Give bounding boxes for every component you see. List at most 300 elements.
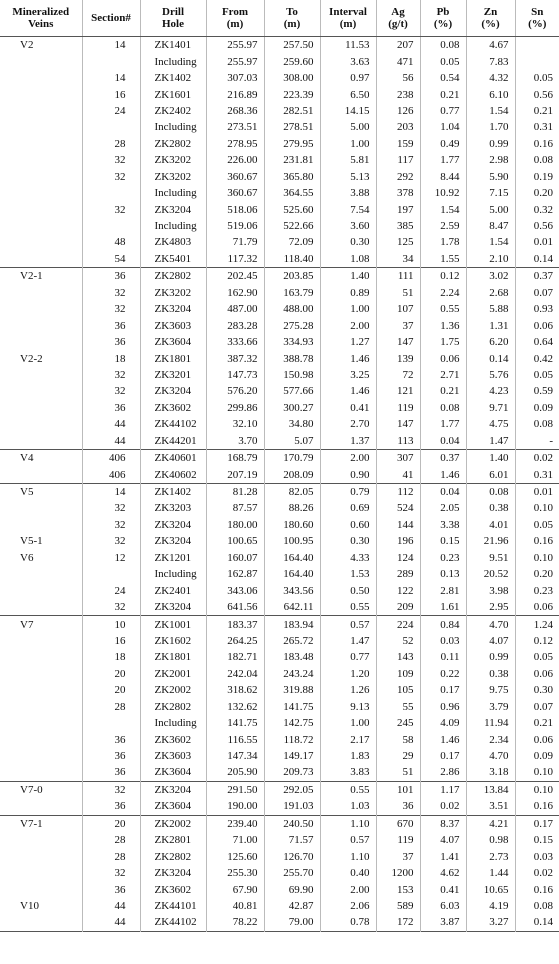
- cell-to: 88.26: [264, 500, 320, 516]
- cell-sn: 0.06: [533, 733, 553, 746]
- cell-sn: 0.14: [533, 916, 553, 929]
- cell-from: 87.57: [206, 500, 264, 516]
- cell-to: 34.80: [264, 416, 320, 432]
- cell-from: 180.00: [206, 517, 264, 533]
- cell-vein: [0, 70, 82, 86]
- cell-from: 307.03: [206, 70, 264, 86]
- cell-interval: 0.41: [320, 400, 376, 416]
- cell-ag: 203: [376, 119, 420, 135]
- cell-from: 162.90: [206, 285, 264, 301]
- cell-ag: 159: [376, 136, 420, 152]
- cell-ag: 72: [376, 367, 420, 383]
- table-row: [0, 533, 559, 549]
- cell-zn: 0.98: [466, 832, 515, 848]
- cell-sn: 0.20: [533, 568, 553, 581]
- cell-to: 343.56: [264, 582, 320, 598]
- cell-section: 32: [82, 500, 140, 516]
- cell-vein: [0, 517, 82, 533]
- cell-interval: 5.00: [320, 119, 376, 135]
- cell-sn: 0.05: [533, 651, 553, 664]
- cell-from: 202.45: [206, 268, 264, 285]
- table-row: [0, 301, 559, 317]
- cell-from: 67.90: [206, 881, 264, 897]
- cell-sn: 0.08: [533, 418, 553, 431]
- cell-zn: 5.90: [466, 169, 515, 185]
- cell-pb: 0.96: [420, 699, 466, 715]
- cell-section: 32: [82, 169, 140, 185]
- cell-ag: 101: [376, 781, 420, 798]
- cell-pb: 1.78: [420, 234, 466, 250]
- header-row: [0, 0, 559, 37]
- cell-section: 32: [82, 367, 140, 383]
- cell-to: 118.72: [264, 731, 320, 747]
- cell-section: 36: [82, 268, 140, 285]
- cell-from: 255.30: [206, 865, 264, 881]
- cell-interval: 3.88: [320, 185, 376, 201]
- cell-section: 20: [82, 666, 140, 682]
- cell-to: 150.98: [264, 367, 320, 383]
- header-veins-line: Veins: [28, 18, 54, 30]
- cell-sn: [515, 37, 559, 54]
- cell-zn: 0.38: [466, 666, 515, 682]
- table-row: [0, 400, 559, 416]
- cell-from: 71.79: [206, 234, 264, 250]
- cell-to: 69.90: [264, 881, 320, 897]
- cell-to: 308.00: [264, 70, 320, 86]
- table-row: [0, 599, 559, 616]
- cell-zn: 1.70: [466, 119, 515, 135]
- cell-pb: 1.77: [420, 416, 466, 432]
- cell-drill-hole: ZK2802: [140, 136, 206, 152]
- cell-vein: [0, 416, 82, 432]
- cell-to: 279.95: [264, 136, 320, 152]
- cell-vein: [0, 185, 82, 201]
- cell-to: 149.17: [264, 748, 320, 764]
- cell-pb: 0.23: [420, 550, 466, 566]
- cell-interval: 1.00: [320, 301, 376, 317]
- cell-zn: 5.88: [466, 301, 515, 317]
- cell-to: 142.75: [264, 715, 320, 731]
- cell-section: 18: [82, 350, 140, 366]
- cell-vein: [0, 865, 82, 881]
- cell-to: 164.40: [264, 566, 320, 582]
- cell-section: 24: [82, 103, 140, 119]
- cell-sn: 0.03: [533, 850, 553, 863]
- cell-drill-hole: ZK3604: [140, 798, 206, 815]
- cell-interval: 1.37: [320, 433, 376, 450]
- cell-from: 207.19: [206, 466, 264, 483]
- cell-vein: [0, 152, 82, 168]
- table-row: [0, 832, 559, 848]
- table-row: [0, 815, 559, 832]
- cell-sn: 0.05: [533, 368, 553, 381]
- table-row: [0, 449, 559, 466]
- cell-ag: 58: [376, 731, 420, 747]
- cell-zn: 6.10: [466, 86, 515, 102]
- cell-drill-hole: ZK1601: [140, 86, 206, 102]
- cell-zn: 2.98: [466, 152, 515, 168]
- cell-ag: 209: [376, 599, 420, 616]
- cell-interval: 0.40: [320, 865, 376, 881]
- cell-vein: V2-2: [0, 350, 82, 366]
- cell-from: 268.36: [206, 103, 264, 119]
- cell-ag: 119: [376, 400, 420, 416]
- cell-zn: 3.79: [466, 699, 515, 715]
- cell-vein: [0, 731, 82, 747]
- header-to-line: To: [286, 6, 298, 18]
- cell-interval: 1.27: [320, 334, 376, 350]
- cell-section: 28: [82, 832, 140, 848]
- cell-section: 36: [82, 748, 140, 764]
- cell-sn: 0.16: [533, 535, 553, 548]
- cell-drill-hole: ZK44101: [140, 898, 206, 914]
- cell-sn: 0.09: [533, 401, 553, 414]
- cell-zn: 9.51: [466, 550, 515, 566]
- cell-pb: 0.04: [420, 483, 466, 500]
- cell-section: [82, 53, 140, 69]
- cell-ag: 36: [376, 798, 420, 815]
- cell-vein: [0, 86, 82, 102]
- cell-sn: 0.05: [533, 72, 553, 85]
- cell-drill-hole: Including: [140, 566, 206, 582]
- header-zn-line: (%): [481, 18, 500, 30]
- cell-from: 283.28: [206, 317, 264, 333]
- cell-drill-hole: Including: [140, 119, 206, 135]
- cell-vein: [0, 400, 82, 416]
- cell-pb: 0.04: [420, 433, 466, 450]
- table-row: [0, 37, 559, 54]
- cell-zn: 11.94: [466, 715, 515, 731]
- header-from-line: (m): [226, 18, 244, 30]
- cell-vein: V7: [0, 616, 82, 633]
- cell-to: 278.51: [264, 119, 320, 135]
- cell-section: [82, 566, 140, 582]
- cell-zn: 20.52: [466, 566, 515, 582]
- table-row: [0, 633, 559, 649]
- cell-sn: 0.01: [515, 483, 559, 500]
- cell-to: 231.81: [264, 152, 320, 168]
- cell-zn: 6.01: [466, 466, 515, 483]
- cell-vein: [0, 798, 82, 815]
- cell-from: 81.28: [206, 483, 264, 500]
- cell-from: 387.32: [206, 350, 264, 366]
- table-row: [0, 566, 559, 582]
- cell-to: 319.88: [264, 682, 320, 698]
- cell-section: 32: [82, 517, 140, 533]
- cell-ag: 41: [376, 466, 420, 483]
- cell-drill-hole: ZK3202: [140, 169, 206, 185]
- cell-interval: 2.00: [320, 317, 376, 333]
- cell-drill-hole: ZK5401: [140, 251, 206, 268]
- cell-to: 525.60: [264, 201, 320, 217]
- cell-sn: 0.07: [533, 286, 553, 299]
- cell-to: 126.70: [264, 848, 320, 864]
- cell-sn: 0.06: [533, 319, 553, 332]
- cell-ag: 109: [376, 666, 420, 682]
- cell-section: 406: [82, 466, 140, 483]
- cell-section: 32: [82, 285, 140, 301]
- cell-interval: 0.55: [320, 599, 376, 616]
- cell-drill-hole: ZK3204: [140, 781, 206, 798]
- cell-to: 191.03: [264, 798, 320, 815]
- cell-from: 519.06: [206, 218, 264, 234]
- cell-ag: 52: [376, 633, 420, 649]
- cell-pb: 1.36: [420, 317, 466, 333]
- cell-interval: 6.50: [320, 86, 376, 102]
- cell-interval: 0.89: [320, 285, 376, 301]
- cell-interval: 1.10: [320, 848, 376, 864]
- cell-ag: 378: [376, 185, 420, 201]
- cell-interval: 1.26: [320, 682, 376, 698]
- cell-ag: 196: [376, 533, 420, 549]
- cell-to: 257.50: [264, 37, 320, 54]
- table-row: [0, 218, 559, 234]
- cell-vein: V10: [0, 898, 82, 914]
- cell-sn: 0.21: [533, 717, 553, 730]
- cell-interval: 9.13: [320, 699, 376, 715]
- cell-vein: V7-1: [0, 815, 82, 832]
- cell-to: 364.55: [264, 185, 320, 201]
- cell-section: 28: [82, 699, 140, 715]
- cell-section: 32: [82, 599, 140, 616]
- cell-drill-hole: ZK3204: [140, 599, 206, 616]
- cell-zn: 0.99: [466, 136, 515, 152]
- table-row: [0, 517, 559, 533]
- cell-zn: 1.54: [466, 234, 515, 250]
- cell-drill-hole: ZK1801: [140, 350, 206, 366]
- cell-from: 182.71: [206, 649, 264, 665]
- cell-section: [82, 715, 140, 731]
- header-to-line: (m): [283, 18, 301, 30]
- cell-pb: 0.15: [420, 533, 466, 549]
- cell-drill-hole: ZK2801: [140, 832, 206, 848]
- cell-zn: 4.23: [466, 383, 515, 399]
- cell-zn: 5.00: [466, 201, 515, 217]
- cell-from: 160.07: [206, 550, 264, 566]
- cell-interval: 0.78: [320, 914, 376, 931]
- cell-vein: V7-0: [0, 781, 82, 798]
- cell-drill-hole: ZK1602: [140, 633, 206, 649]
- cell-vein: V4: [0, 449, 82, 466]
- cell-sn: -: [549, 434, 553, 447]
- table-row: [0, 201, 559, 217]
- cell-from: 183.37: [206, 616, 264, 633]
- cell-drill-hole: ZK3603: [140, 748, 206, 764]
- cell-interval: 1.10: [320, 815, 376, 832]
- cell-drill-hole: ZK44201: [140, 433, 206, 450]
- cell-from: 360.67: [206, 169, 264, 185]
- cell-interval: 0.90: [320, 466, 376, 483]
- cell-from: 168.79: [206, 449, 264, 466]
- cell-ag: 292: [376, 169, 420, 185]
- cell-drill-hole: ZK3202: [140, 152, 206, 168]
- cell-pb: 0.03: [420, 633, 466, 649]
- cell-sn: 1.24: [515, 616, 559, 633]
- table-row: [0, 86, 559, 102]
- cell-zn: 2.10: [466, 251, 515, 268]
- cell-to: 209.73: [264, 764, 320, 781]
- cell-ag: 153: [376, 881, 420, 897]
- cell-drill-hole: ZK3201: [140, 367, 206, 383]
- cell-vein: [0, 649, 82, 665]
- cell-section: 44: [82, 898, 140, 914]
- table-row: [0, 798, 559, 815]
- cell-interval: 3.60: [320, 218, 376, 234]
- cell-sn: [515, 53, 559, 69]
- cell-from: 239.40: [206, 815, 264, 832]
- cell-from: 299.86: [206, 400, 264, 416]
- cell-pb: 0.84: [420, 616, 466, 633]
- cell-vein: [0, 748, 82, 764]
- cell-zn: 0.08: [466, 483, 515, 500]
- cell-ag: 37: [376, 317, 420, 333]
- header-veins-line: Mineralized: [12, 6, 70, 18]
- table-row: [0, 169, 559, 185]
- table-body: [0, 37, 559, 932]
- cell-drill-hole: ZK3204: [140, 201, 206, 217]
- header-from-line: From: [221, 6, 249, 18]
- cell-ag: 56: [376, 70, 420, 86]
- cell-drill-hole: ZK44102: [140, 416, 206, 432]
- cell-zn: 4.01: [466, 517, 515, 533]
- cell-drill-hole: ZK3204: [140, 383, 206, 399]
- cell-pb: 4.07: [420, 832, 466, 848]
- cell-pb: 0.17: [420, 748, 466, 764]
- cell-from: 132.62: [206, 699, 264, 715]
- cell-interval: 14.15: [320, 103, 376, 119]
- header-zn: [466, 0, 515, 37]
- cell-drill-hole: ZK2402: [140, 103, 206, 119]
- table-row: [0, 898, 559, 914]
- table-row: [0, 748, 559, 764]
- cell-interval: 1.47: [320, 633, 376, 649]
- cell-sn: 0.64: [533, 336, 553, 349]
- cell-to: 282.51: [264, 103, 320, 119]
- cell-sn: 0.56: [533, 88, 553, 101]
- cell-from: 518.06: [206, 201, 264, 217]
- header-section-line: Section#: [91, 12, 131, 24]
- cell-zn: 6.20: [466, 334, 515, 350]
- cell-interval: 5.81: [320, 152, 376, 168]
- cell-sn: 0.08: [533, 899, 553, 912]
- cell-drill-hole: ZK1402: [140, 483, 206, 500]
- cell-zn: 1.47: [466, 433, 515, 450]
- cell-zn: 2.34: [466, 731, 515, 747]
- cell-to: 5.07: [264, 433, 320, 450]
- cell-from: 32.10: [206, 416, 264, 432]
- cell-from: 242.04: [206, 666, 264, 682]
- cell-to: 223.39: [264, 86, 320, 102]
- cell-to: 275.28: [264, 317, 320, 333]
- cell-ag: 29: [376, 748, 420, 764]
- header-drill-hole-line: Hole: [162, 18, 184, 30]
- table-row: [0, 715, 559, 731]
- cell-ag: 34: [376, 251, 420, 268]
- cell-drill-hole: ZK40602: [140, 466, 206, 483]
- cell-sn: 0.15: [533, 834, 553, 847]
- cell-ag: 143: [376, 649, 420, 665]
- cell-vein: [0, 301, 82, 317]
- cell-pb: 1.17: [420, 781, 466, 798]
- cell-vein: [0, 234, 82, 250]
- cell-zn: 3.18: [466, 764, 515, 781]
- cell-section: 14: [82, 483, 140, 500]
- cell-interval: 4.33: [320, 550, 376, 566]
- cell-sn: 0.12: [533, 634, 553, 647]
- cell-ag: 125: [376, 234, 420, 250]
- cell-from: 40.81: [206, 898, 264, 914]
- cell-vein: [0, 285, 82, 301]
- table-row: [0, 500, 559, 516]
- table-row: [0, 699, 559, 715]
- header-ag-line: (g/t): [388, 18, 408, 30]
- cell-to: 141.75: [264, 699, 320, 715]
- table-row: [0, 682, 559, 698]
- cell-interval: 3.63: [320, 53, 376, 69]
- header-drill-hole-line: Drill: [162, 6, 184, 18]
- cell-drill-hole: ZK3602: [140, 400, 206, 416]
- cell-pb: 3.38: [420, 517, 466, 533]
- cell-interval: 0.50: [320, 582, 376, 598]
- cell-pb: 1.46: [420, 731, 466, 747]
- cell-interval: 1.08: [320, 251, 376, 268]
- cell-drill-hole: Including: [140, 53, 206, 69]
- cell-zn: 1.31: [466, 317, 515, 333]
- cell-ag: 670: [376, 815, 420, 832]
- cell-ag: 197: [376, 201, 420, 217]
- cell-to: 365.80: [264, 169, 320, 185]
- cell-section: 32: [82, 865, 140, 881]
- cell-from: 190.00: [206, 798, 264, 815]
- table-row: [0, 582, 559, 598]
- cell-sn: 0.10: [533, 551, 553, 564]
- cell-pb: 0.08: [420, 37, 466, 54]
- cell-to: 183.94: [264, 616, 320, 633]
- cell-vein: [0, 334, 82, 350]
- cell-sn: 0.10: [515, 781, 559, 798]
- cell-pb: 0.02: [420, 798, 466, 815]
- cell-to: 642.11: [264, 599, 320, 616]
- cell-from: 141.75: [206, 715, 264, 731]
- cell-pb: 0.21: [420, 86, 466, 102]
- cell-from: 264.25: [206, 633, 264, 649]
- cell-vein: [0, 53, 82, 69]
- cell-pb: 3.87: [420, 914, 466, 931]
- cell-sn: 0.02: [515, 449, 559, 466]
- cell-vein: [0, 881, 82, 897]
- cell-zn: 4.32: [466, 70, 515, 86]
- cell-zn: 0.99: [466, 649, 515, 665]
- cell-ag: 385: [376, 218, 420, 234]
- cell-to: 243.24: [264, 666, 320, 682]
- cell-from: 71.00: [206, 832, 264, 848]
- cell-to: 82.05: [264, 483, 320, 500]
- cell-ag: 144: [376, 517, 420, 533]
- cell-interval: 2.00: [320, 881, 376, 897]
- cell-sn: 0.93: [533, 303, 553, 316]
- cell-drill-hole: ZK3204: [140, 517, 206, 533]
- table-row: [0, 433, 559, 450]
- cell-pb: 8.44: [420, 169, 466, 185]
- cell-vein: V2: [0, 37, 82, 54]
- cell-drill-hole: ZK40601: [140, 449, 206, 466]
- table-row: [0, 649, 559, 665]
- cell-pb: 1.61: [420, 599, 466, 616]
- cell-ag: 105: [376, 682, 420, 698]
- cell-vein: [0, 666, 82, 682]
- cell-from: 125.60: [206, 848, 264, 864]
- table-row: [0, 383, 559, 399]
